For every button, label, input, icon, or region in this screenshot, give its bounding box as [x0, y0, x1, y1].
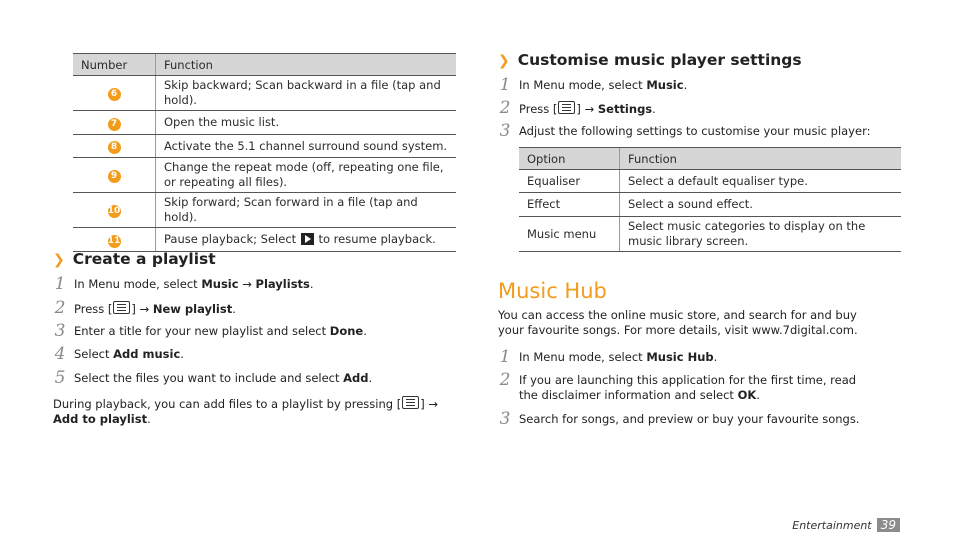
function-text: Skip backward; Scan backward in a file (tap and hold).: [156, 76, 457, 111]
function-text: Open the music list.: [156, 111, 457, 135]
step-number: 3: [499, 409, 511, 429]
table-row: [519, 217, 901, 252]
settings-table: [519, 147, 901, 252]
chevron-right-icon: ❯: [498, 53, 510, 69]
menu-icon: [113, 301, 130, 314]
step-number: 4: [54, 344, 66, 364]
section-heading-customise-settings: ❯ Customise music player settings: [498, 51, 802, 69]
function-text: Pause playback; Select to resume playback.: [156, 228, 457, 252]
table-row: [73, 111, 456, 135]
table-row: [519, 170, 901, 193]
table-row: [73, 76, 456, 111]
option-cell: Music menu: [519, 217, 620, 252]
section-label: Entertainment: [792, 519, 872, 532]
step-number: 2: [54, 298, 66, 318]
table-row: [73, 135, 456, 158]
table-row: [73, 158, 456, 193]
step-number: 3: [54, 321, 66, 341]
step-text: Search for songs, and preview or buy your favourite songs.: [519, 412, 860, 426]
number-badge: 7: [108, 118, 121, 131]
music-hub-intro: You can access the online music store, and search for and buy your favourite songs. For more details, visit www.7digital.com.: [498, 308, 858, 337]
step-text: If you are launching this application for the first time, read the disclaimer information and select OK.: [519, 373, 857, 402]
step-text: In Menu mode, select Music → Playlists.: [74, 277, 314, 291]
chevron-right-icon: ❯: [53, 252, 65, 268]
option-cell: Effect: [519, 193, 620, 217]
step-text: Press [ ] → Settings.: [519, 102, 656, 116]
page-title: Music Hub: [498, 279, 607, 303]
table-header-number: Number: [73, 54, 156, 76]
play-icon: [301, 233, 314, 245]
function-table: [73, 53, 456, 252]
playlist-note: During playback, you can add files to a playlist by pressing [ ] → Add to playlist.: [53, 397, 438, 426]
number-badge: 9: [108, 170, 121, 183]
table-header-function: Function: [156, 54, 457, 76]
step-text: In Menu mode, select Music Hub.: [519, 350, 718, 364]
table-header-function: Function: [620, 148, 902, 170]
number-badge: 10: [107, 206, 121, 216]
table-header-option: Option: [519, 148, 620, 170]
section-heading-create-playlist: ❯ Create a playlist: [53, 250, 216, 268]
step-text: In Menu mode, select Music.: [519, 78, 688, 92]
step-text: Select the files you want to include and select Add.: [74, 371, 373, 385]
menu-icon: [402, 396, 419, 409]
function-cell: Select a sound effect.: [620, 193, 902, 217]
step-text: Enter a title for your new playlist and select Done.: [74, 324, 367, 338]
menu-icon: [558, 101, 575, 114]
number-badge: 8: [108, 141, 121, 154]
function-cell: Select music categories to display on the music library screen.: [620, 217, 902, 252]
function-text: Skip forward; Scan forward in a file (tap and hold).: [156, 193, 457, 228]
function-text: Change the repeat mode (off, repeating one file, or repeating all files).: [156, 158, 457, 193]
table-row: [73, 193, 456, 228]
step-number: 3: [499, 121, 511, 141]
page-number: 39: [877, 518, 900, 532]
page-footer: [792, 514, 900, 533]
table-row: [73, 228, 456, 252]
step-number: 2: [499, 370, 511, 390]
option-cell: Equaliser: [519, 170, 620, 193]
step-number: 1: [499, 347, 511, 367]
step-number: 2: [499, 98, 511, 118]
step-text: Select Add music.: [74, 347, 184, 361]
function-text: Activate the 5.1 channel surround sound system.: [156, 135, 457, 158]
step-number: 1: [54, 274, 66, 294]
number-badge: 6: [108, 88, 121, 101]
step-text: Press [ ] → New playlist.: [74, 302, 236, 316]
number-badge: 11: [107, 235, 121, 246]
step-number: 5: [54, 368, 66, 388]
step-text: Adjust the following settings to customise your music player:: [519, 124, 871, 138]
function-cell: Select a default equaliser type.: [620, 170, 902, 193]
step-number: 1: [499, 75, 511, 95]
table-row: [519, 193, 901, 217]
